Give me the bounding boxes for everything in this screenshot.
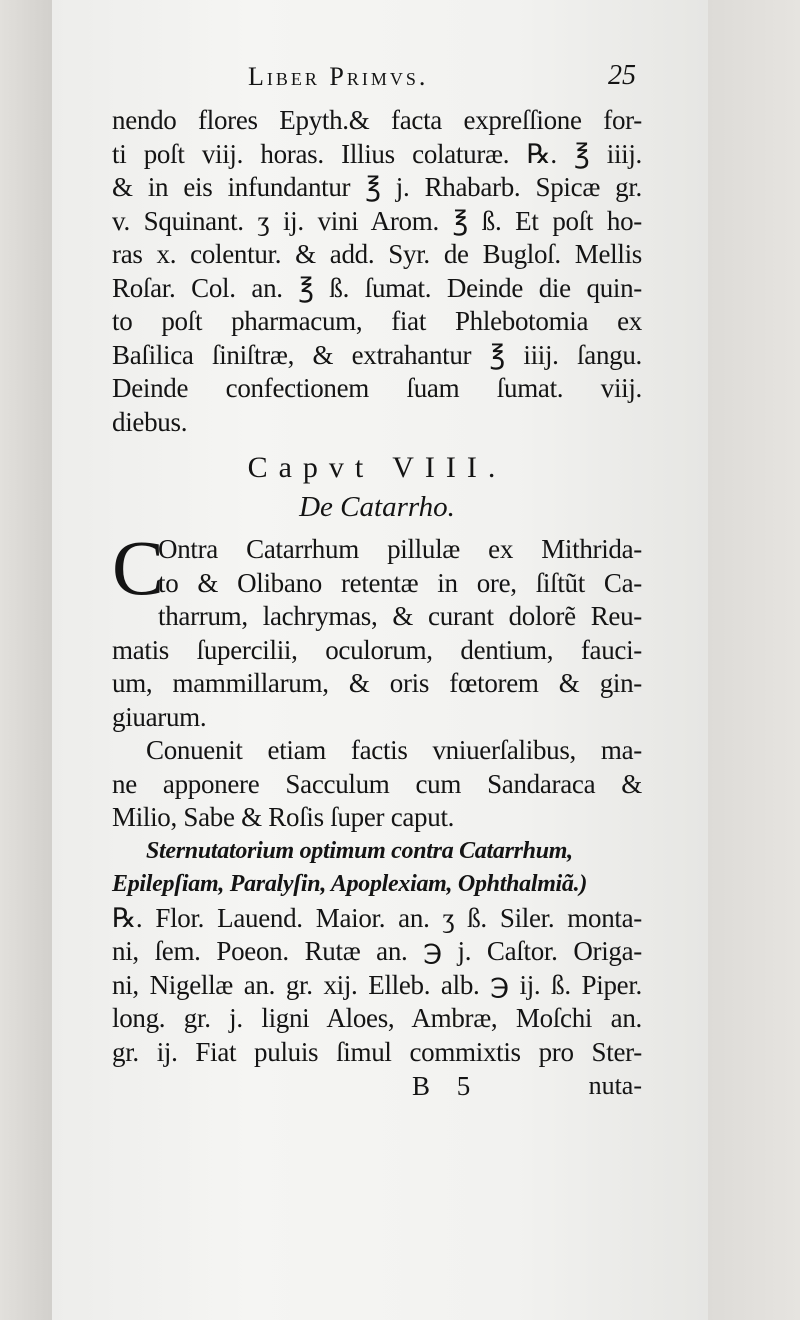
text-line: long. gr. j. ligni Aloes, Ambræ, Moſchi an. [112, 1003, 642, 1033]
chapter-heading: Capvt VIII. [247, 451, 507, 484]
page-footer [112, 1071, 642, 1107]
text-line: ras x. colentur. & add. Syr. de Bugloſ. Mellis [112, 239, 642, 269]
text-line: nendo flores Epyth.& facta expreſſione for- [112, 105, 642, 135]
text-line: ℞. Flor. Lauend. Maior. an. ʒ ß. Siler. monta- [112, 902, 642, 933]
drop-cap-initial: C [112, 524, 165, 611]
text-line: ni, ſem. Poeon. Rutæ an. ℈ j. Caſtor. Origa- [112, 936, 642, 966]
text-line: to poſt pharmacum, fiat Phlebotomia ex [112, 306, 642, 336]
running-head [112, 58, 642, 104]
recipe-title-line: Epilepſiam, Paralyſin, Apoplexiam, Ophthalmiã.) [112, 871, 588, 897]
right-margin-scan [708, 0, 800, 1320]
recipe-title-line: Sternutatorium optimum contra Catarrhum, [146, 837, 573, 864]
paragraph-conuenit [112, 734, 642, 835]
paragraph-catarrh [112, 524, 642, 734]
text-line: ne apponere Sacculum cum Sandaraca & [112, 768, 642, 799]
text-line: Deinde confectionem ſuam ſumat. viij. [112, 373, 642, 403]
text-line: matis ſupercilii, oculorum, dentium, fauci- [112, 634, 642, 665]
text-line: Ontra Catarrhum pillulæ ex Mithrida- [158, 534, 642, 564]
left-margin-scan [0, 0, 52, 1320]
text-line: to & Olibano retentæ in ore, ſiſtũt Ca- [158, 567, 642, 598]
text-line: Baſilica ſiniſtræ, & extrahantur ℥ iiij. ſangu. [112, 339, 642, 370]
text-line: ni, Nigellæ an. gr. xij. Elleb. alb. ℈ ij. ß. Piper. [112, 969, 642, 1000]
text-line: diebus. [112, 406, 188, 437]
catchword: nuta- [588, 1071, 642, 1100]
recipe-sternutatorium [112, 835, 642, 1070]
text-line: Milio, Sabe & Roſis ſuper caput. [112, 802, 455, 832]
book-page [52, 0, 708, 1320]
running-title: Liber Primvs. [248, 62, 429, 91]
text-line: giuarum. [112, 701, 207, 732]
text-line: v. Squinant. ʒ ij. vini Arom. ℥ ß. Et poſt ho- [112, 205, 642, 236]
text-line: tharrum, lachrymas, & curant dolorẽ Reu- [158, 601, 642, 631]
chapter-subtitle: De Catarrho. [299, 491, 455, 523]
text-line: ti poſt viij. horas. Illius colaturæ. ℞. ℥ iiij. [112, 138, 642, 169]
text-line: & in eis infundantur ℥ j. Rhabarb. Spicæ gr. [112, 172, 642, 202]
text-block [112, 58, 642, 1107]
text-line: um, mammillarum, & oris fœtorem & gin- [112, 668, 642, 698]
text-line: gr. ij. Fiat puluis ſimul commixtis pro Ster- [112, 1036, 642, 1067]
page-number: 25 [608, 60, 636, 91]
text-line: Roſar. Col. an. ℥ ß. ſumat. Deinde die quin- [112, 272, 642, 303]
signature-mark: B 5 [412, 1071, 481, 1101]
continued-paragraph [112, 104, 642, 439]
text-line: Conuenit etiam factis vniuerſalibus, ma- [146, 735, 642, 765]
